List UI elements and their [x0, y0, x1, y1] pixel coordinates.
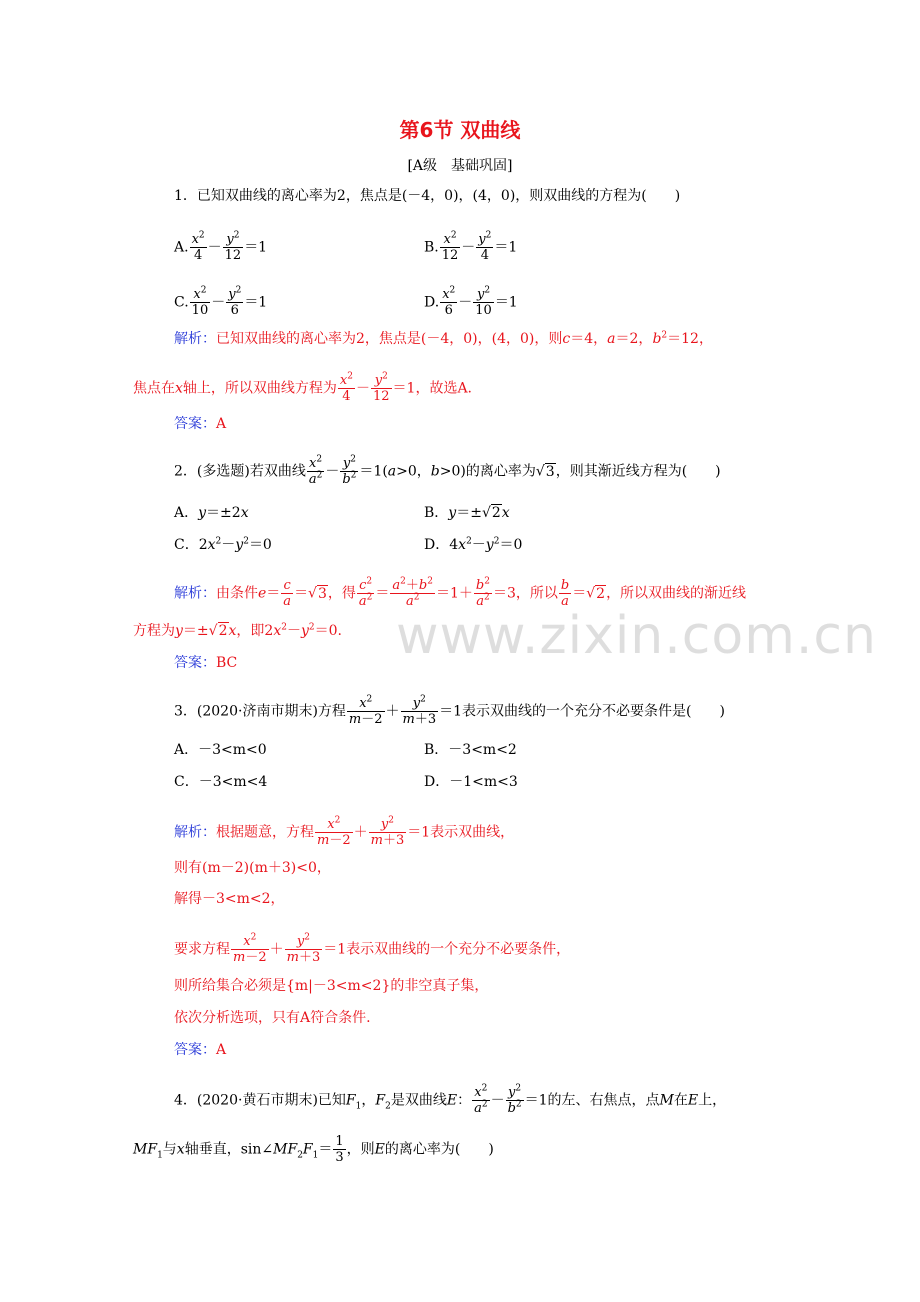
- q3-solution-line5: 则所给集合必须是{m|－3<m<2}的非空真子集，: [174, 978, 489, 994]
- q1-option-d: D. $\frac{x^2}{6}$ － $\frac{y^2}{10}$ ＝1: [424, 285, 518, 318]
- q2-solution-line1: 解析：由条件e＝ $\frac{c}{a}$ ＝√3，得 $\frac{c^2}{a^2}$ ＝ $\frac{a^2+b^2}{a^2}$ ＝1＋ $\frac{b^2}{a^2}$ ＝3，所以 $\frac{b}{a}$ ＝√2，所以双曲线的渐近线: [174, 576, 747, 609]
- q1-stem: 1．已知双曲线的离心率为2，焦点是(－4，0)，(4，0)，则双曲线的方程为( ): [174, 188, 681, 204]
- q3-answer: 答案：A: [174, 1042, 227, 1058]
- q2-option-d: D．$4x^2-y^2=0$: [424, 536, 523, 553]
- q3-option-a: A．－3<m<0: [174, 742, 267, 758]
- q3-solution-line1: 解析：根据题意，方程 $\frac{x^2}{m-2}$ ＋ $\frac{y^2}{m+3}$ ＝1表示双曲线，: [174, 815, 515, 848]
- watermark: www.zixin.com.cn: [396, 606, 877, 666]
- q1-solution-line2: 焦点在x轴上，所以双曲线方程为 $\frac{x^2}{4}$ － $\frac{y^2}{12}$ ＝1，故选A.: [133, 371, 472, 404]
- q2-option-c: C．$2x^2-y^2=0$: [174, 536, 272, 553]
- q1-option-c: C. $\frac{x^2}{10}$ － $\frac{y^2}{6}$ ＝1: [174, 285, 268, 318]
- q2-option-b: B．y＝±√2x: [424, 505, 510, 521]
- q1-option-b: B. $\frac{x^2}{12}$ － $\frac{y^2}{4}$ ＝1: [424, 230, 518, 263]
- page-title: 第6节 双曲线: [399, 118, 521, 142]
- q2-answer: 答案：BC: [174, 655, 238, 671]
- q3-option-d: D．－1<m<3: [424, 774, 518, 790]
- q2-option-a: A．y＝±2x: [174, 505, 249, 521]
- q3-stem: 3．(2020·济南市期末)方程 $\frac{x^2}{m-2}$ ＋ $\frac{y^2}{m+3}$ ＝1表示双曲线的一个充分不必要条件是( ): [174, 694, 725, 727]
- q1-solution-line1: 解析：已知双曲线的离心率为2，焦点是(－4，0)，(4，0)，则c＝4，a＝2，$b^2=12$，: [174, 330, 713, 347]
- level-heading: [A级 基础巩固]: [407, 158, 513, 174]
- q1-answer: 答案：A: [174, 416, 227, 432]
- q3-solution-line3: 解得－3<m<2，: [174, 891, 285, 907]
- q3-solution-line2: 则有(m－2)(m＋3)<0，: [174, 860, 331, 876]
- q2-solution-line2: 方程为y＝±√2x，即$2x^2-y^2=0$.: [133, 622, 342, 639]
- q3-solution-line6: 依次分析选项，只有A符合条件.: [174, 1010, 371, 1026]
- q3-option-b: B．－3<m<2: [424, 742, 517, 758]
- q3-option-c: C．－3<m<4: [174, 774, 268, 790]
- q4-stem-line2: $MF_1$与x轴垂直，$\sin\angle MF_2F_1=$ $\frac{1}{3}$ ，则E的离心率为( ): [133, 1134, 494, 1165]
- q1-option-a: A. $\frac{x^2}{4}$ － $\frac{y^2}{12}$ ＝1: [174, 230, 268, 263]
- q3-solution-line4: 要求方程 $\frac{x^2}{m-2}$ ＋ $\frac{y^2}{m+3}$ ＝1表示双曲线的一个充分不必要条件，: [174, 932, 571, 965]
- q4-stem-line1: 4．(2020·黄石市期末)已知$F_1$，$F_2$是双曲线E： $\frac{x^2}{a^2}$ － $\frac{y^2}{b^2}$ ＝1的左、右焦点，点M在E上，: [174, 1083, 727, 1116]
- q2-stem: 2．(多选题)若双曲线 $\frac{x^2}{a^2}$ － $\frac{y^2}{b^2}$ ＝1(a>0，b>0)的离心率为√3，则其渐近线方程为( ): [174, 454, 721, 487]
